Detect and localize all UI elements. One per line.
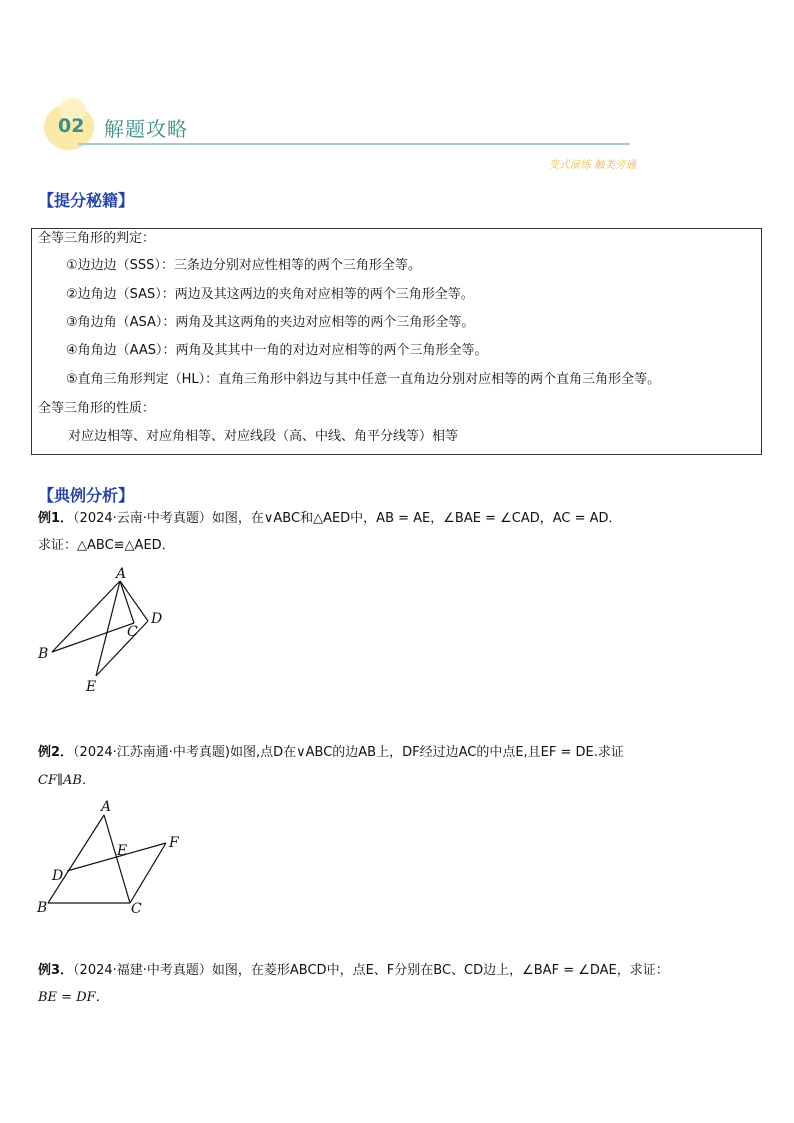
fig1-segment-AB — [52, 581, 120, 652]
example-2-line-1: （2024·江苏南通·中考真题)如图,点D在∨ABC的边AB上，DF经过边AC的中点E,且EF = DE.求证 — [73, 745, 624, 760]
fig2-label-B: B — [37, 900, 48, 916]
fig2-segment-AB — [48, 815, 104, 903]
example-3-label: 例3． — [38, 963, 74, 978]
tips-line-5: ④角角边（AAS）：两角及其其中一角的对边对应相等的两个三角形全等。 — [66, 343, 488, 358]
example-2-line-2: CF∥AB． — [38, 773, 95, 788]
fig1-segment-AD — [120, 581, 148, 621]
fig1-label-A: A — [116, 566, 127, 582]
fig1-label-B: B — [38, 646, 49, 662]
section-tagline: 变式演练 触类旁通 — [548, 159, 636, 171]
fig1-segment-AE — [96, 581, 120, 676]
tips-line-3: ②边角边（SAS）：两边及其这两边的夹角对应相等的两个三角形全等。 — [66, 287, 474, 302]
examples-heading: 【典例分析】 — [38, 486, 135, 505]
tips-line-6: ⑤直角三角形判定（HL）：直角三角形中斜边与其中任意一直角边分别对应相等的两个直角三角形全等。 — [66, 372, 661, 387]
fig2-label-E: E — [117, 843, 128, 859]
example-3-line-2: BE = DF． — [38, 990, 109, 1005]
figure-2 — [48, 815, 166, 903]
fig1-label-D: D — [151, 611, 163, 627]
tips-line-1: 全等三角形的判定： — [38, 231, 156, 246]
section-number: 02 — [58, 115, 85, 137]
tips-line-8: 对应边相等、对应角相等、对应线段（高、中线、角平分线等）相等 — [68, 429, 459, 444]
example-2-text — [38, 744, 624, 762]
example-1-line-2: 求证：△ABC≌△AED． — [38, 538, 175, 553]
fig2-label-D: D — [52, 868, 64, 884]
example-1-label: 例1． — [38, 511, 74, 526]
example-3-text — [38, 962, 669, 980]
tips-heading: 【提分秘籍】 — [38, 191, 135, 210]
fig1-segment-BC — [52, 623, 134, 652]
fig2-label-F: F — [169, 835, 179, 851]
tips-line-7: 全等三角形的性质： — [38, 401, 156, 416]
fig2-label-A: A — [101, 799, 112, 815]
example-1-line-1: （2024·云南·中考真题）如图，在∨ABC和△AED中，AB = AE，∠BAE = ∠CAD，AC = AD． — [73, 511, 622, 526]
example-3-line-1: （2024·福建·中考真题）如图，在菱形ABCD中，点E、F分别在BC、CD边上，∠BAF = ∠DAE，求证： — [73, 963, 669, 978]
tips-line-4: ③角边角（ASA）：两角及其这两角的夹边对应相等的两个三角形全等。 — [66, 315, 475, 330]
example-2-label: 例2． — [38, 745, 74, 760]
fig1-label-E: E — [86, 679, 97, 695]
fig1-segment-AC — [120, 581, 134, 623]
fig2-label-C: C — [131, 901, 142, 917]
fig1-label-C: C — [127, 624, 138, 640]
section-title: 解题攻略 — [104, 117, 188, 141]
fig1-segment-ED — [96, 621, 148, 676]
tips-line-2: ①边边边（SSS）：三条边分别对应性相等的两个三角形全等。 — [66, 258, 421, 273]
